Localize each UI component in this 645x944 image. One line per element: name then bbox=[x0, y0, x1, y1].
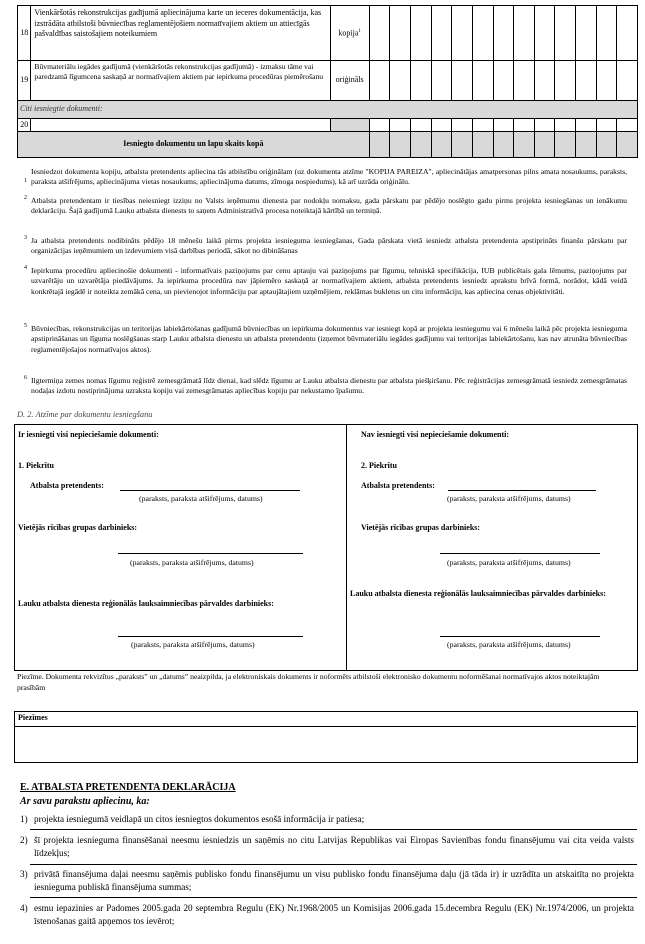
footnote-number: 5 bbox=[24, 323, 27, 329]
signature-caption: (paraksts, paraksta atšifrējums, datums) bbox=[130, 558, 254, 567]
lag-label: Vietējās rīcības grupas darbinieks: bbox=[18, 523, 138, 532]
row-type: oriģināls bbox=[330, 61, 369, 101]
footnote-number: 4 bbox=[24, 265, 27, 271]
declaration-item: 3) privātā finansējuma daļai neesmu saņēmis publisko fondu finansējumu un visu publisko fondu finansējuma daļu (jā tāda ir) ir uzrādīta un atskaitīta no projekta iesnieguma publiskā finansējuma summas; bbox=[20, 869, 634, 892]
total-cell[interactable] bbox=[514, 132, 535, 158]
declaration-item: 1) projekta iesniegumā veidlapā un citos iesniegtos dokumentos esošā informācija ir patiesa; bbox=[20, 814, 365, 824]
lad-label: Lauku atbalsta dienesta reģionālās lauksaimniecības pārvaldes darbinieks: bbox=[18, 599, 274, 608]
checkbox-cell[interactable] bbox=[617, 6, 638, 61]
checkbox-cell[interactable] bbox=[390, 119, 411, 132]
declaration-item: 2) šī projekta iesnieguma finansēšanai neesmu iesniedzis un saņēmis no citu Latvijas Republikas vai Eiropas Savienības fondu finansējumu vai cita veida valsts līdzekļus; bbox=[20, 835, 634, 858]
other-docs-row bbox=[18, 101, 638, 119]
checkbox-cell[interactable] bbox=[369, 61, 390, 101]
d2-piekritu-right: 2. Piekrītu bbox=[361, 461, 397, 470]
checkbox-cell[interactable] bbox=[534, 6, 555, 61]
total-cell[interactable] bbox=[472, 132, 493, 158]
signature-caption: (paraksts, paraksta atšifrējums, datums) bbox=[447, 640, 571, 649]
signature-caption: (paraksts, paraksta atšifrējums, datums) bbox=[447, 558, 571, 567]
total-cell[interactable] bbox=[576, 132, 597, 158]
checkbox-cell[interactable] bbox=[514, 119, 535, 132]
checkbox-cell[interactable] bbox=[534, 119, 555, 132]
checkbox-cell[interactable] bbox=[576, 6, 597, 61]
total-cell[interactable] bbox=[555, 132, 576, 158]
checkbox-cell[interactable] bbox=[369, 119, 390, 132]
lag-signature-line[interactable] bbox=[440, 553, 600, 554]
d2-piekritu-left: 1. Piekrītu bbox=[18, 461, 54, 470]
checkbox-cell[interactable] bbox=[369, 6, 390, 61]
checkbox-cell[interactable] bbox=[472, 6, 493, 61]
row-number: 20 bbox=[18, 119, 31, 132]
d2-left-header: Ir iesniegti visi nepieciešamie dokumenti: bbox=[18, 430, 159, 439]
total-cell[interactable] bbox=[596, 132, 617, 158]
checkbox-cell[interactable] bbox=[452, 61, 473, 101]
checkbox-cell[interactable] bbox=[596, 6, 617, 61]
applicant-label: Atbalsta pretendents: bbox=[361, 481, 435, 490]
checkbox-cell[interactable] bbox=[411, 119, 432, 132]
total-label: Iesniegto dokumentu un lapu skaits kopā bbox=[18, 132, 370, 158]
signature-caption: (paraksts, paraksta atšifrējums, datums) bbox=[447, 494, 571, 503]
row-number: 18 bbox=[18, 6, 31, 61]
checkbox-cell[interactable] bbox=[576, 61, 597, 101]
remarks-label: Piezīmes bbox=[18, 713, 48, 722]
row-type: kopija$^1$ bbox=[330, 6, 369, 61]
checkbox-cell[interactable] bbox=[411, 61, 432, 101]
d2-box bbox=[14, 424, 638, 671]
checkbox-cell[interactable] bbox=[390, 6, 411, 61]
total-cell[interactable] bbox=[452, 132, 473, 158]
total-cell[interactable] bbox=[390, 132, 411, 158]
row-description-input[interactable] bbox=[31, 119, 330, 132]
checkbox-cell[interactable] bbox=[555, 61, 576, 101]
checkbox-cell[interactable] bbox=[431, 61, 452, 101]
applicant-signature-line[interactable] bbox=[448, 490, 596, 491]
d2-heading: D. 2. Atzīme par dokumentu iesniegšanu bbox=[17, 410, 153, 419]
checkbox-cell[interactable] bbox=[514, 6, 535, 61]
checkbox-cell[interactable] bbox=[617, 119, 638, 132]
checkbox-cell[interactable] bbox=[534, 61, 555, 101]
declaration-heading: E. ATBALSTA PRETENDENTA DEKLARĀCIJA bbox=[20, 782, 236, 793]
footnote-text: Ilgtermiņa zemes nomas līgumu reģistrē zemesgrāmatā līdz dienai, kad slēdz līgumu ar Lauku atbalsta dienestu par atbalsta piešķiršanu. Pēc reģistrācijas zemesgrāmatā iesniedz zemesgrāmatas nodaļas izdotu nostiprinājuma uzraksta kopiju vai zemesgrāmatas apliecības kopiju par nekustamo īpašumu. bbox=[31, 376, 627, 396]
documents-grid bbox=[17, 5, 638, 158]
footnote-text: Būvniecības, rekonstrukcijas un teritorijas labiekārtošanas gadījumā būvniecības un iepirkuma dokumentus var iesniegt kopā ar projekta iesniegumu vai 6 mēnešu laikā pēc projekta iesnieguma apstiprināšanas un līguma noslēgšanas starp Lauku atbalsta dienestu un atbalsta pretendentu (izņemot būvmateriālu iegādes gadījumu vai teritorijas labiekārtošanu, kas nav atrunāta būvniecības reglamentējošajos normatīvajos aktos). bbox=[31, 324, 627, 354]
signature-caption: (paraksts, paraksta atšifrējums, datums) bbox=[139, 494, 263, 503]
footnote-text: Iepirkuma procedūru apliecinošie dokumenti - informatīvais paziņojums par cenu aptauju vai paziņojums par līgumu, tehniskā specifikācija, IUB publicētais gala lēmums, paziņojums par uzvarētāju un uzvarētāja piedāvājums. Ja iepirkuma procedūra nav jāpiemēro saskaņā ar normatīvajiem aktiem, atbalsta pretendents iesniedz aprakstu brīvā formā, norādot, kādā veidā konkrētajā iegādē ir noteikta zemākā cena, un pievienojot informāciju par aptaujātajiem uzņēmējiem, reklāmas bukletus un citu informāciju, kas apliecina cenas objektivitāti. bbox=[31, 266, 627, 296]
table-row bbox=[18, 6, 638, 61]
row-description: Būvmateriālu iegādes gadījumā (vienkāršotās rekonstrukcijas gadījumā) - izmaksu tāme vai paredzamā līgumcena saskaņā ar normatīvajiem aktiem par iepirkuma procedūras piemērošanu bbox=[31, 61, 330, 101]
other-docs-label: Citi iesniegtie dokumenti: bbox=[18, 101, 638, 119]
lad-signature-line[interactable] bbox=[118, 636, 303, 637]
checkbox-cell[interactable] bbox=[617, 61, 638, 101]
total-cell[interactable] bbox=[431, 132, 452, 158]
table-row bbox=[18, 119, 638, 132]
checkbox-cell[interactable] bbox=[596, 119, 617, 132]
checkbox-cell[interactable] bbox=[431, 6, 452, 61]
d2-right-header: Nav iesniegti visi nepieciešamie dokumenti: bbox=[361, 430, 509, 439]
row-number: 19 bbox=[18, 61, 31, 101]
total-row bbox=[18, 132, 638, 158]
checkbox-cell[interactable] bbox=[472, 119, 493, 132]
table-row bbox=[18, 61, 638, 101]
remarks-box[interactable] bbox=[14, 711, 638, 763]
declaration-subheading: Ar savu parakstu apliecinu, ka: bbox=[20, 796, 150, 807]
checkbox-cell[interactable] bbox=[555, 6, 576, 61]
checkbox-cell[interactable] bbox=[555, 119, 576, 132]
total-cell[interactable] bbox=[534, 132, 555, 158]
checkbox-cell[interactable] bbox=[452, 6, 473, 61]
lad-signature-line[interactable] bbox=[440, 636, 600, 637]
footnote-text: Ja atbalsta pretendents nodibināts pēdējo 18 mēnešu laikā pirms projekta iesnieguma iesniegšanas, Gada pārskata vietā iesniedz atbalsta pretendenta apstiprināts finanšu pārskatu par organizācijas ieņēmumiem un izdevumiem visā darbības periodā, sākot no dibināšanas bbox=[31, 236, 627, 256]
footnote-number: 3 bbox=[24, 235, 27, 241]
lag-signature-line[interactable] bbox=[118, 553, 303, 554]
checkbox-cell[interactable] bbox=[514, 61, 535, 101]
footnote-number: 1 bbox=[24, 178, 27, 184]
checkbox-cell[interactable] bbox=[493, 6, 514, 61]
footnote-text: Atbalsta pretendentam ir tiesības neiesniegt izziņu no Valsts ieņēmumu dienesta par nodokļu nomaksu, gada pārskatu par pēdējo noslēgto gadu pirms projekta iesniegšanas un ienākumu deklarāciju. Šajā gadījumā Lauku atbalsta dienests to saņem Administratīvā procesa noteiktajā kārtībā un termiņā. bbox=[31, 196, 627, 216]
checkbox-cell[interactable] bbox=[576, 119, 597, 132]
checkbox-cell[interactable] bbox=[493, 119, 514, 132]
checkbox-cell[interactable] bbox=[431, 119, 452, 132]
declaration-item: 4) esmu iepazinies ar Padomes 2005.gada 20 septembra Regulu (EK) Nr.1968/2005 un Komisijas 2006.gada 15.decembra Regulu (EK) Nr.1974/2006, un projekta īstenošanas gaitā apņemos tos ievērot; bbox=[20, 903, 634, 926]
lag-label: Vietējās rīcības grupas darbinieks: bbox=[361, 523, 481, 532]
applicant-label: Atbalsta pretendents: bbox=[30, 481, 104, 490]
applicant-signature-line[interactable] bbox=[120, 490, 300, 491]
row-description: Vienkāršotās rekonstrukcijas gadījumā apliecinājuma karte un ieceres dokumentācija, kas izstrādāta atbilstoši būvniecības reglamentējošiem normatīvajiem aktiem un attiecīgās pašvaldības saistošajiem noteikumiem bbox=[31, 6, 330, 61]
total-cell[interactable] bbox=[617, 132, 638, 158]
checkbox-cell[interactable] bbox=[493, 61, 514, 101]
checkbox-cell[interactable] bbox=[596, 61, 617, 101]
checkbox-cell[interactable] bbox=[472, 61, 493, 101]
footnote-number: 6 bbox=[24, 375, 27, 381]
total-cell[interactable] bbox=[493, 132, 514, 158]
total-cell[interactable] bbox=[411, 132, 432, 158]
signature-caption: (paraksts, paraksta atšifrējums, datums) bbox=[131, 640, 255, 649]
checkbox-cell[interactable] bbox=[452, 119, 473, 132]
checkbox-cell[interactable] bbox=[411, 6, 432, 61]
lad-label: Lauku atbalsta dienesta reģionālās lauksaimniecības pārvaldes darbinieks: bbox=[350, 589, 606, 598]
total-cell[interactable] bbox=[369, 132, 390, 158]
footnote-number: 2 bbox=[24, 195, 27, 201]
footnote-text: Iesniedzot dokumenta kopiju, atbalsta pretendents apliecina tās atbilstību oriģinālam (uz dokumenta atzīme "KOPIJA PAREIZA", apliecinātājas amatpersonas pilns amata nosaukums, paraksts, paraksta atšifrējums, apliecinājuma vietas nosaukums, apliecinājuma datums, zīmoga nospiedums), kā arī uzrāda oriģinālu. bbox=[31, 167, 627, 187]
checkbox-cell[interactable] bbox=[390, 61, 411, 101]
d2-note: Piezīme. Dokumenta rekvizītus „paraksts” un „datums” neaizpilda, ja elektroniskais dokuments ir noformēts atbilstoši elektronisko dokumentu noformēšanai normatīvajos aktos noteiktajām prasībām bbox=[17, 672, 600, 692]
